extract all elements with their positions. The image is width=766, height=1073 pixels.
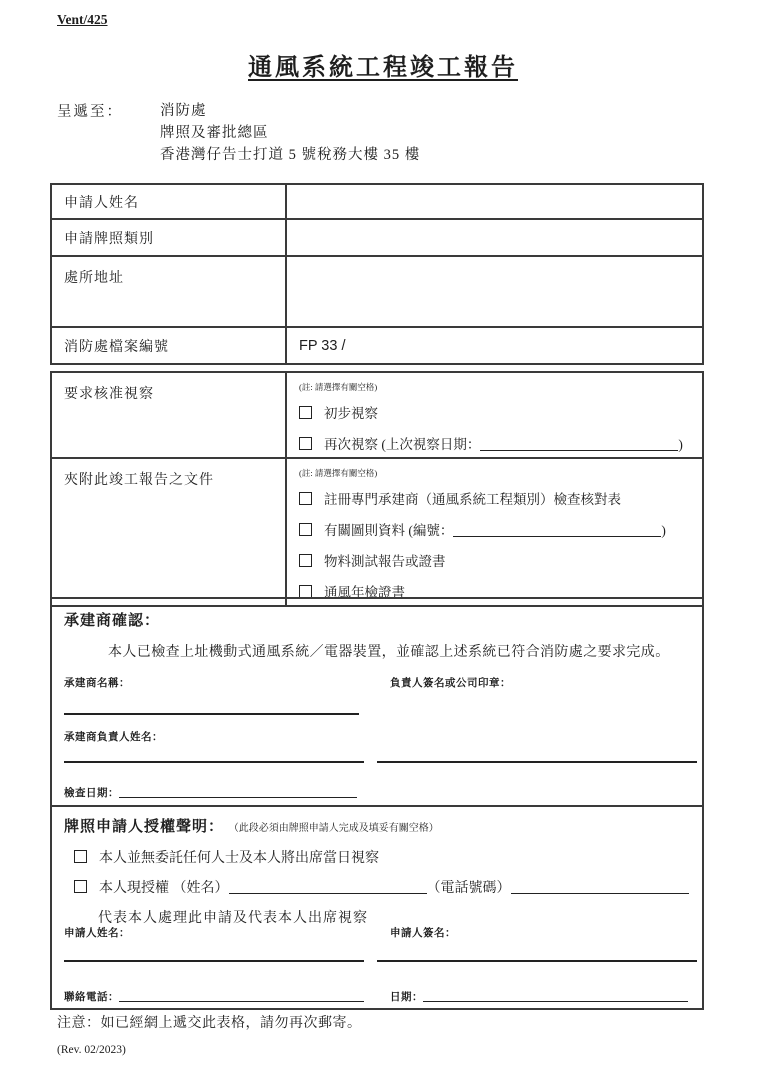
address-line: 香港灣仔告士打道 5 號稅務大樓 35 樓: [160, 147, 421, 163]
footer-note: 注意：如已經網上遞交此表格，請勿再次郵寄。: [57, 1016, 362, 1031]
documents-options-cell: [286, 458, 703, 606]
table-row: [51, 256, 703, 327]
submit-to-address: [160, 100, 420, 166]
checkbox-icon[interactable]: [299, 523, 312, 536]
table-row: [51, 184, 703, 219]
person-name-line[interactable]: [64, 761, 364, 763]
option-label: 物料測試報告或證書: [324, 554, 446, 569]
contractor-name-label: 承建商名稱：: [64, 678, 130, 689]
checkbox-icon[interactable]: [299, 406, 312, 419]
applicant-name-field[interactable]: [286, 184, 703, 219]
applicant-authorization-section: [52, 805, 702, 1006]
date-label: 日期：: [390, 992, 423, 1003]
checkbox-icon[interactable]: [74, 850, 87, 863]
table-row: [51, 219, 703, 256]
table-row: [51, 327, 703, 364]
contact-phone-label: 聯絡電話：: [64, 992, 119, 1003]
option-label: 註冊專門承建商（通風系統工程類別）檢查核對表: [324, 492, 621, 507]
applicant-name-label: 申請人姓名：: [64, 928, 130, 939]
fill-line[interactable]: [423, 992, 688, 1002]
inspection-documents-table: [50, 371, 704, 607]
submit-to-label: 呈遞至：: [57, 104, 123, 120]
checkbox-option: [299, 433, 694, 453]
heading-text: 牌照申請人授權聲明：: [64, 819, 225, 835]
confirmation-authorization-box: [50, 597, 704, 1010]
premises-address-field[interactable]: [286, 256, 703, 327]
checkbox-option: [74, 847, 379, 867]
contractor-section-heading: 承建商確認：: [64, 613, 161, 629]
applicant-name-label: 申請人姓名: [51, 184, 286, 219]
table-row: [51, 458, 703, 606]
table-row: [51, 372, 703, 458]
applicant-name-line[interactable]: [64, 960, 364, 962]
checkbox-option: [299, 488, 694, 508]
contractor-confirmation-section: [52, 599, 702, 805]
checkbox-icon[interactable]: [299, 492, 312, 505]
option-label: 本人並無委託任何人士及本人將出席當日視察: [99, 851, 379, 866]
revision-label: (Rev. 02/2023): [57, 1044, 126, 1056]
inspection-options-cell: [286, 372, 703, 458]
fill-line[interactable]: [453, 525, 661, 537]
form-code: Vent/425: [57, 12, 108, 27]
address-line: 牌照及審批總區: [160, 125, 269, 141]
licence-type-field[interactable]: [286, 219, 703, 256]
checkbox-icon[interactable]: [299, 554, 312, 567]
date-row: [390, 989, 688, 1004]
fill-line[interactable]: [229, 882, 427, 894]
premises-address-label: 處所地址: [51, 256, 286, 327]
contractor-person-label: 承建商負責人姓名：: [64, 732, 163, 743]
select-note: (註: 請選擇有關空格): [299, 468, 378, 478]
applicant-signature-line[interactable]: [377, 960, 697, 962]
option-suffix: ): [678, 437, 683, 452]
applicant-section-heading: [64, 815, 439, 836]
fsd-file-ref-field[interactable]: FP 33 /: [286, 327, 703, 364]
select-note: (註: 請選擇有關空格): [299, 382, 378, 392]
address-line: 消防處: [160, 103, 207, 119]
heading-note: （此段必須由牌照申請人完成及填妥有關空格）: [228, 823, 439, 834]
option-label: 再次視察 (上次視察日期：: [324, 437, 481, 452]
fill-line[interactable]: [480, 439, 678, 451]
option-label: 通風年檢證書: [324, 585, 405, 600]
signature-line[interactable]: [377, 761, 697, 763]
checkbox-option: [299, 402, 694, 422]
responsible-signature-label: 負責人簽名或公司印章：: [390, 678, 511, 689]
inspection-date-row: [64, 785, 357, 800]
fill-line[interactable]: [119, 992, 364, 1002]
fsd-file-ref-label: 消防處檔案編號: [51, 327, 286, 364]
applicant-signature-label: 申請人簽名：: [390, 928, 456, 939]
option-suffix: ): [661, 523, 666, 538]
inspection-request-label: 要求核准視察: [51, 372, 286, 458]
option-label: 本人現授權 （姓名）: [99, 881, 229, 896]
attached-documents-label: 夾附此竣工報告之文件: [51, 458, 286, 606]
fill-line[interactable]: [511, 882, 689, 894]
contact-phone-row: [64, 989, 364, 1004]
inspection-date-label: 檢查日期：: [64, 788, 119, 799]
contractor-name-line[interactable]: [64, 713, 359, 715]
checkbox-icon[interactable]: [74, 880, 87, 893]
phone-label: （電話號碼）: [426, 881, 511, 896]
checkbox-option: [299, 550, 694, 570]
contractor-statement: 本人已檢查上址機動式通風系統／電器裝置，並確認上述系統已符合消防處之要求完成。: [108, 645, 670, 660]
option-label: 初步視察: [324, 406, 378, 421]
checkbox-option: [299, 519, 694, 539]
fill-line[interactable]: [119, 788, 357, 798]
option-label: 有關圖則資料 (編號：: [324, 523, 454, 538]
checkbox-icon[interactable]: [299, 437, 312, 450]
authorization-continuation: 代表本人處理此申請及代表本人出席視察: [98, 911, 368, 926]
checkbox-option: [74, 877, 689, 897]
submit-to-block: [57, 100, 420, 166]
applicant-info-table: [50, 183, 704, 365]
licence-type-label: 申請牌照類別: [51, 219, 286, 256]
page-title: 通風系統工程竣工報告: [248, 55, 518, 81]
